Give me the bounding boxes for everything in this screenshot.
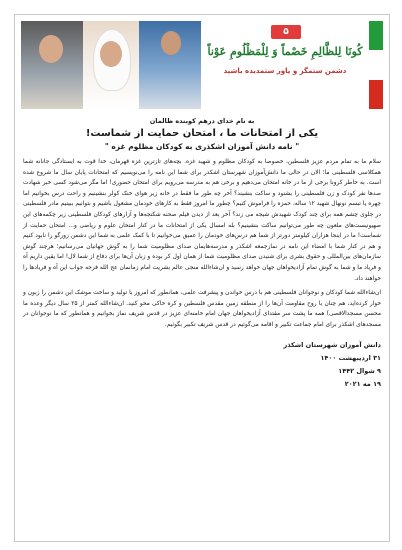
date-gregorian: ۱۹ مه ۲۰۲۱ [344, 379, 381, 388]
signature-sender: دانش آموزان شهرستان اشکذر [283, 340, 381, 349]
header-banner [21, 21, 383, 109]
basmala: به نام خدای درهم کوبنده ظالمان [149, 117, 255, 125]
letter-content [23, 115, 381, 391]
slogan-logo [201, 21, 383, 109]
banner-photos [21, 21, 201, 109]
logo-badge: ۵ [271, 25, 301, 39]
letter-title: یکی از امتحانات ما ، امتحان حمایت از شماست! [85, 128, 319, 139]
letter-paragraph-2: ان‌شاءالله شما کودکان و نوجوانان فلسطینی هم با درس خواندن و پیشرفت علمی، همانطور که امروز با تولید و ساخت موشک این دشمن را زبون و خوار کرده‌اید، هم چنان با روح مقاومت آن‌ها را از منطقه زمین مقدس فلسطین و کره خاکی محو کنید. ان‌شاءالله کمتر از ۲۵ سال دیگر وعده ما محسن مسجدالاقصی) همه ما پشت سر مقتدای آزادیخواهان جهان امام خامنه‌ای عزیز در قدس شریف نماز بخوانیم و همانطور که ما نوجوانان در مسجدهای اشکذر برای امام جماعت تکبیر و اقامه می‌گوئیم در قدس شریف تکبیر بگوئیم. [23, 290, 381, 328]
letter-page [14, 14, 390, 542]
student-photo-2 [83, 21, 139, 109]
date-solar: ۳۱ اردیبهشت ۱۴۰۰ [320, 353, 381, 362]
signature-block [23, 339, 381, 391]
logo-slogan: كُونَا لِلظَّالِمِ خَصْماً وَ لِلْمَظْلُومِ عَوْناً [207, 45, 363, 58]
student-photo-1 [21, 21, 83, 109]
date-lunar: ۹ شوال ۱۴۴۲ [338, 366, 381, 375]
student-photo-3 [139, 21, 201, 109]
letter-paragraph-1: سلام ما به تمام مردم عزیز فلسطین، خصوصا به کودکان مظلوم و شهید غزه. بچه‌های تازترین غزه قهرمان، خدا قوت به ایستادگی جانانه شما همکلاسی فلسطینی ما؛ الان در حالی ما دانش‌آموزان شهرستان اشکذر برای شما این نامه را می‌نویسیم که امتحانات پایان سال ما شروع شده است. به خاطر کرونا برخی از ما در خانه امتحان می‌دهیم و برخی هم به مدرسه می‌رویم برای امتحان حضوری! اما مگر می‌شود کسی خبر شهادت صدها نفر کودک و زن فلسطینی را بشنود و ساکت بنشیند؟ آخر چه طور ما فقط در خانه زیر هوای خنک کولر بنشینیم و راحت درس بخوانیم اما چهره یا تبسم نونهال شهید ۱۲ ساله، حمزه را فراموش کنیم؟ چطور ما امروز فقط به کارهای خودمان مشغول باشیم و بتوانیم ببینیم مادر فلسطینی در جلوی چشم همه برای چند کودک شهیدش شیجه می زند؟ آخر بعد از دیدن فیلم صحنه شکنجه‌ها و آزارهای کودکان فلسطینی زیر چکمه‌های این صهیونیست‌های ملعون چه طور می‌توانیم ساکت بنشینیم؟ بله امسال یکی از امتحانات ما در کنار امتحان علوم و ریاضی و... امتحان حمایت از شماست! ما در اینجا هزاران کیلومتر دورتر از شما هم درس‌های خودمان را عمیق می‌خوانیم تا با کمک علمی به شما این دشمن زورگو را نابود کنیم و هم در کنار شما با امضاء این نامه در نمازجمعه اشکذر و مدرسه‌هایمان صدای مظلومیت شما را به گوش جهانیان می‌رسانیم؛ هرچند گوش سازمان‌های بین‌المللی و حقوق بشری برای شنیدن صدای مظلومیت شما از همان اول کر بوده و زبان آن‌ها برای دفاع از شما لال! اما یقین داریم آه و فریاد ما و شما به گوش تمام آزادیخواهان جهان خواهد رسید و ان‌شاءالله منجی عالم بشریت امام زمانمان عج الله فرجه جواب این آه و فریادها را خواهند داد. [23, 159, 381, 282]
logo-subtitle: دشمن ستمگر و یاور ستمدیده باشید [223, 67, 347, 75]
iran-flag-icon [369, 21, 383, 109]
letter-subtitle: " نامه دانش آموزان اشکذری به کودکان مظلوم غزه " [104, 142, 300, 151]
